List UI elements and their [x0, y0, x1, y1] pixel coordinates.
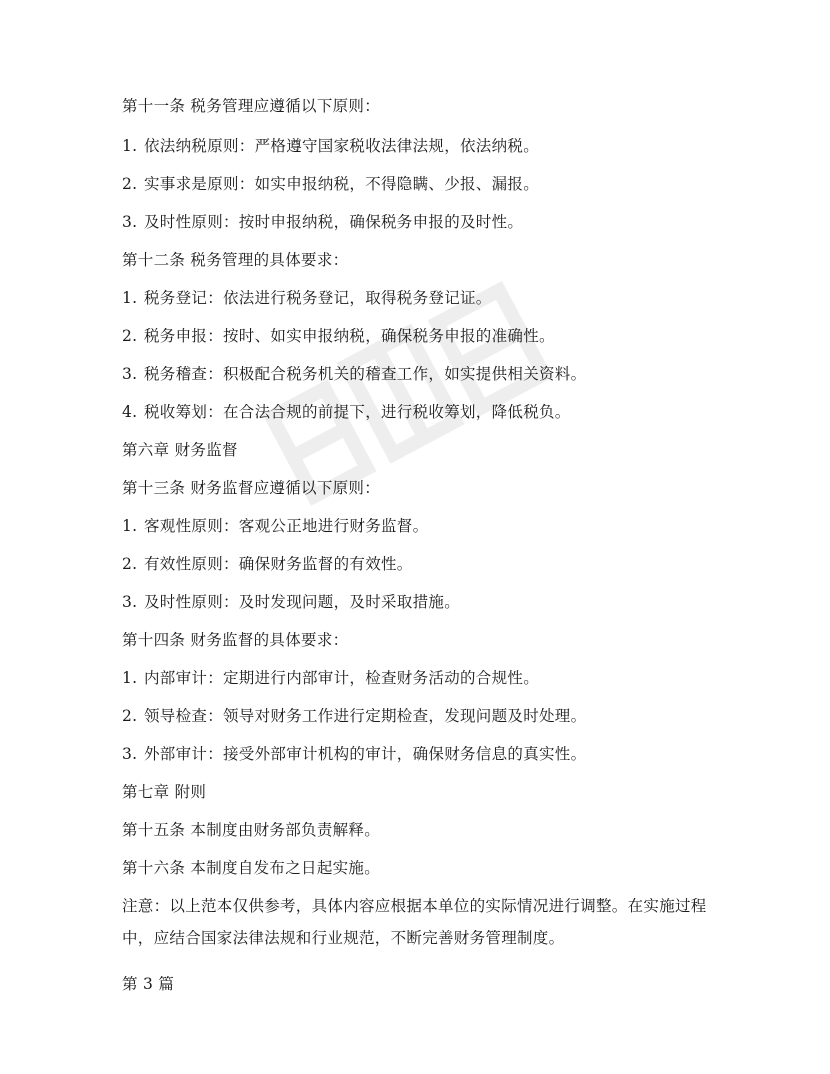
list-item — [122, 212, 523, 232]
list-item — [122, 288, 492, 308]
list-number: 2. — [122, 555, 138, 573]
article-15: 第十五条 本制度由财务部负责解释。 — [122, 821, 381, 839]
list-item — [122, 136, 539, 156]
list-item — [122, 668, 539, 688]
list-number: 1. — [122, 669, 138, 687]
list-item — [122, 516, 428, 536]
list-item — [122, 592, 460, 612]
list-text: 税务稽查：积极配合税务机关的稽查工作，如实提供相关资料。 — [144, 365, 587, 383]
list-text: 有效性原则：确保财务监督的有效性。 — [144, 555, 413, 573]
note-paragraph: 注意：以上范本仅供参考，具体内容应根据本单位的实际情况进行调整。在实施过程中，应结合国家法律法规和行业规范，不断完善财务管理制度。 — [122, 897, 707, 947]
article-12-heading: 第十二条 税务管理的具体要求： — [122, 251, 349, 269]
list-number: 1. — [122, 517, 138, 535]
article-11-heading: 第十一条 税务管理应遵循以下原则： — [122, 97, 381, 115]
list-text: 税务申报：按时、如实申报纳税，确保税务申报的准确性。 — [144, 327, 555, 345]
list-item — [122, 744, 586, 764]
list-number: 1. — [122, 289, 138, 307]
chapter-6-heading: 第六章 财务监督 — [122, 441, 238, 459]
list-number: 2. — [122, 327, 138, 345]
list-item — [122, 364, 586, 384]
list-text: 领导检查：领导对财务工作进行定期检查，发现问题及时处理。 — [144, 707, 587, 725]
list-number: 3. — [122, 593, 138, 611]
list-text: 外部审计：接受外部审计机构的审计，确保财务信息的真实性。 — [144, 745, 587, 763]
list-number: 3. — [122, 365, 138, 383]
list-number: 2. — [122, 175, 138, 193]
list-item — [122, 326, 555, 346]
article-13-heading: 第十三条 财务监督应遵循以下原则： — [122, 479, 381, 497]
list-item — [122, 174, 539, 194]
section-footer: 第 3 篇 — [122, 975, 175, 993]
list-text: 实事求是原则：如实申报纳税，不得隐瞒、少报、漏报。 — [144, 175, 540, 193]
list-number: 4. — [122, 403, 138, 421]
list-text: 税收筹划：在合法合规的前提下，进行税收筹划，降低税负。 — [144, 403, 571, 421]
article-16: 第十六条 本制度自发布之日起实施。 — [122, 859, 381, 877]
list-item — [122, 706, 586, 726]
list-text: 及时性原则：及时发现问题，及时采取措施。 — [144, 593, 461, 611]
list-text: 内部审计：定期进行内部审计，检查财务活动的合规性。 — [144, 669, 540, 687]
list-number: 3. — [122, 745, 138, 763]
list-number: 3. — [122, 213, 138, 231]
list-text: 依法纳税原则：严格遵守国家税收法律法规，依法纳税。 — [144, 137, 540, 155]
list-number: 1. — [122, 137, 138, 155]
list-text: 客观性原则：客观公正地进行财务监督。 — [144, 517, 429, 535]
list-number: 2. — [122, 707, 138, 725]
article-14-heading: 第十四条 财务监督的具体要求： — [122, 631, 349, 649]
list-item — [122, 554, 413, 574]
list-text: 税务登记：依法进行税务登记，取得税务登记证。 — [144, 289, 492, 307]
list-item — [122, 402, 571, 422]
list-text: 及时性原则：按时申报纳税，确保税务申报的及时性。 — [144, 213, 524, 231]
chapter-7-heading: 第七章 附则 — [122, 783, 207, 801]
